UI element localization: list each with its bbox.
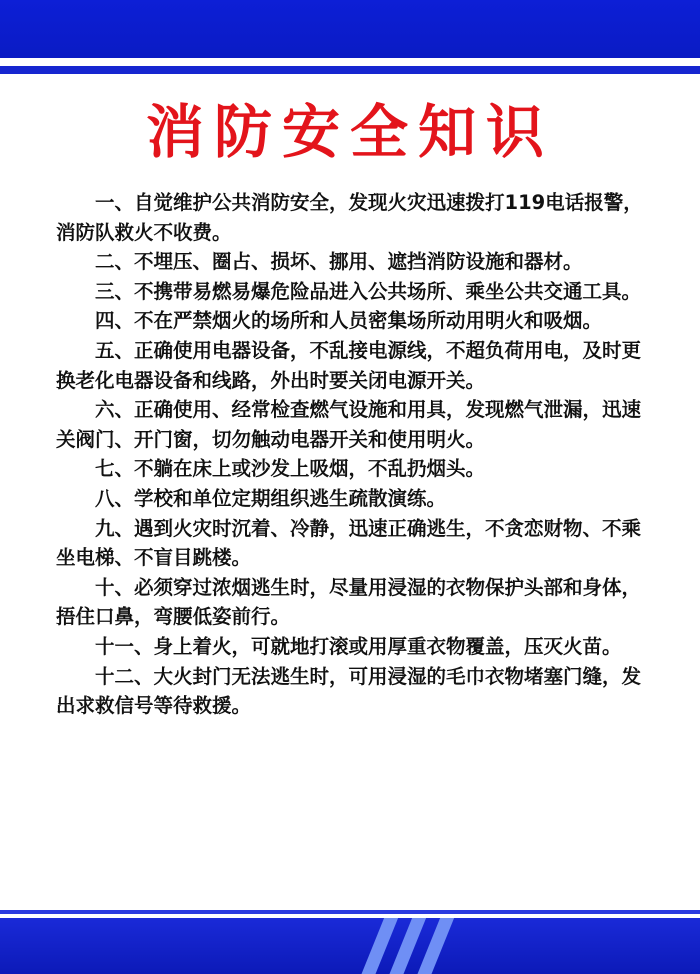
list-item: 七、不躺在床上或沙发上吸烟，不乱扔烟头。 (95, 457, 486, 481)
list-item: 十一、身上着火，可就地打滚或用厚重衣物覆盖，压灭火苗。 (95, 634, 622, 658)
bottom-blue-line (0, 910, 700, 914)
list-item: 五、正确使用电器设备，不乱接电源线，不超负荷用电，及时更换老化电器设备和线路，外出时要关闭电源开关。 (56, 338, 642, 392)
list-item: 三、不携带易燃易爆危险品进入公共场所、乘坐公共交通工具。 (95, 279, 642, 303)
fire-safety-list (56, 188, 656, 721)
list-item: 十、必须穿过浓烟逃生时，尽量用浸湿的衣物保护头部和身体，捂住口鼻，弯腰低姿前行。 (56, 575, 642, 629)
list-item: 九、遇到火灾时沉着、冷静，迅速正确逃生，不贪恋财物、不乘坐电梯、不盲目跳楼。 (56, 516, 642, 570)
page-title: 消防安全知识 (145, 98, 554, 166)
list-item: 六、正确使用、经常检查燃气设施和用具，发现燃气泄漏，迅速关阀门、开门窗，切勿触动电器开关和使用明火。 (56, 398, 642, 451)
list-item: 八、学校和单位定期组织逃生疏散演练。 (95, 486, 447, 510)
top-blue-stripe (0, 66, 700, 74)
list-item: 一、自觉维护公共消防安全，发现火灾迅速拨打119电话报警，消防队救火不收费。 (56, 191, 643, 244)
list-item: 二、不埋压、圈占、损坏、挪用、遮挡消防设施和器材。 (95, 250, 583, 274)
bottom-blue-band (0, 918, 700, 974)
top-blue-band (0, 0, 700, 58)
list-item: 十二、大火封门无法逃生时，可用浸湿的毛巾衣物堵塞门缝，发出求救信号等待救援。 (56, 664, 642, 718)
list-item: 四、不在严禁烟火的场所和人员密集场所动用明火和吸烟。 (95, 309, 603, 333)
